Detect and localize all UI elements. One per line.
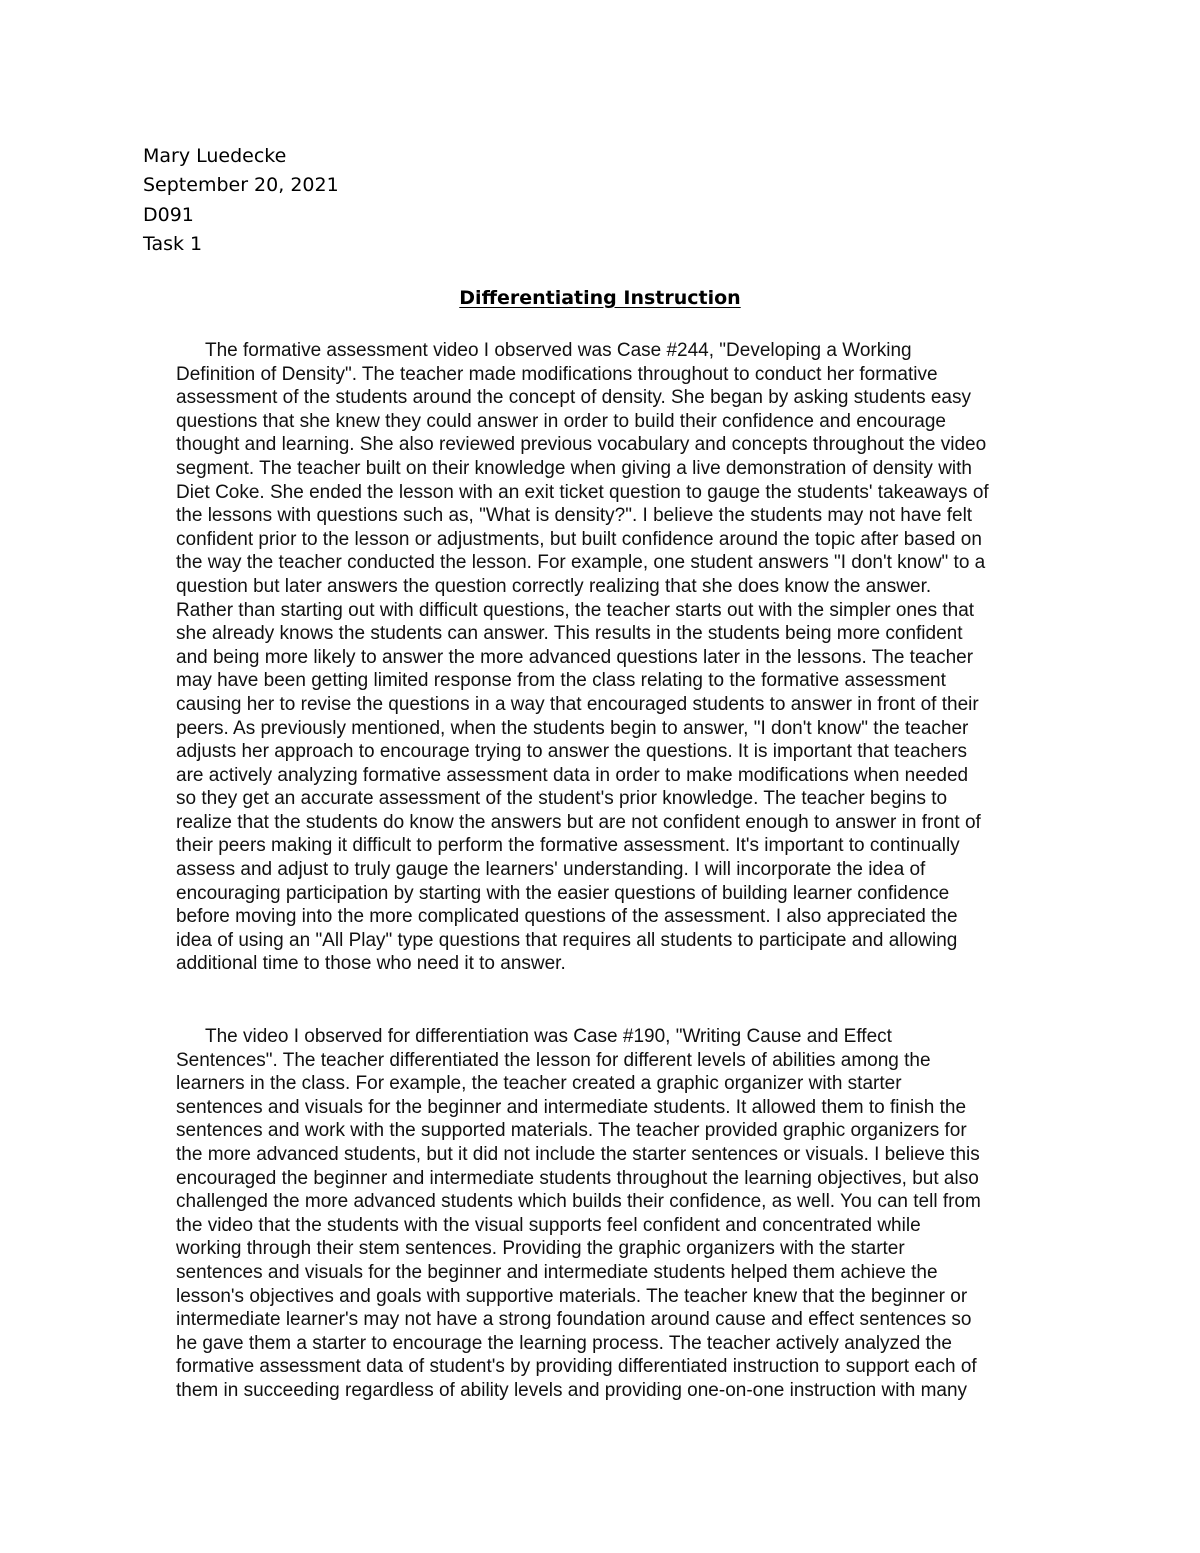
author-name: Mary Luedecke [143,145,287,167]
paragraph-differentiation [176,1025,981,1403]
paragraph-line: and being more likely to answer the more advanced questions later in the lessons. The teacher [176,646,974,668]
paragraph-line: Rather than starting out with difficult questions, the teacher starts out with the simpler ones that [176,599,975,621]
paragraph-line: confident prior to the lesson or adjustments, but built confidence around the topic after based on [176,528,982,550]
paragraph-line: sentences and work with the supported materials. The teacher provided graphic organizers for [176,1120,967,1142]
paragraph-line: working through their stem sentences. Providing the graphic organizers with the starter [176,1238,905,1260]
paragraph-line: assessment of the students around the concept of density. She began by asking students easy [176,387,971,409]
document-date: September 20, 2021 [143,174,339,197]
paragraph-line: their peers making it difficult to perform the formative assessment. It's important to continually [176,835,960,857]
paragraph-line: the way the teacher conducted the lesson. For example, one student answers "I don't know" to a [176,552,986,574]
paragraph-line: causing her to revise the questions in a way that encouraged students to answer in front of their [176,693,979,715]
paragraph-line: encouraged the beginner and intermediate students throughout the learning objectives, but also [176,1167,979,1189]
paragraph-line: sentences and visuals for the beginner and intermediate students. It allowed them to finish the [176,1096,967,1118]
paragraph-line: are actively analyzing formative assessment data in order to make modifications when needed [176,764,969,786]
paragraph-line: peers. As previously mentioned, when the students begin to answer, "I don't know" the teacher [176,717,969,739]
paragraph-line: The formative assessment video I observed was Case #244, "Developing a Working [205,340,912,361]
paragraph-line: question but later answers the question correctly realizing that she does know the answer. [176,575,932,597]
paragraph-line: may have been getting limited response from the class relating to the formative assessment [176,670,946,692]
course-code: D091 [143,203,194,226]
paragraph-line: idea of using an "All Play" type questions that requires all students to participate and allowing [176,929,958,951]
paragraph-line: before moving into the more complicated questions of the assessment. I also appreciated the [176,906,958,928]
paragraph-line: realize that the students do know the answers but are not confident enough to answer in front of [176,811,981,833]
paragraph-line: encouraging participation by starting with the easier questions of building learner confidence [176,882,950,904]
paragraph-line: challenged the more advanced students which builds their confidence, as well. You can tell from [176,1191,981,1213]
paragraph-line: segment. The teacher built on their knowledge when giving a live demonstration of density with [176,457,972,479]
paragraph-line: intermediate learner's may not have a strong foundation around cause and effect sentences so [176,1309,972,1331]
paragraph-line: learners in the class. For example, the teacher created a graphic organizer with starter [176,1073,902,1095]
paragraph-line: additional time to those who need it to answer. [176,953,566,975]
paragraph-line: adjusts her approach to encourage trying to answer the questions. It is important that teachers [176,741,968,763]
paragraph-line: questions that she knew they could answer in order to build their confidence and encourage [176,410,946,432]
paragraph-line: assess and adjust to truly gauge the learners' understanding. I will incorporate the idea of [176,859,926,881]
paragraph-line: sentences and visuals for the beginner and intermediate students helped them achieve the [176,1261,938,1283]
paragraph-line: the video that the students with the visual supports feel confident and concentrated while [176,1214,921,1236]
document-header [143,142,339,259]
paragraph-line: The video I observed for differentiation was Case #190, "Writing Cause and Effect [205,1026,892,1047]
paragraph-line: them in succeeding regardless of ability levels and providing one-on-one instruction with many [176,1379,968,1401]
task-label: Task 1 [143,232,203,255]
paragraph-line: formative assessment data of student's by providing differentiated instruction to support each of [176,1356,977,1378]
document-title: Differentiating Instruction [459,287,741,309]
paragraph-line: the more advanced students, but it did not include the starter sentences or visuals. I believe this [176,1143,980,1165]
paragraph-formative-assessment [176,339,989,976]
paragraph-line: he gave them a starter to encourage the learning process. The teacher actively analyzed the [176,1332,952,1354]
paragraph-line: Sentences". The teacher differentiated the lesson for different levels of abilities among the [176,1049,931,1071]
paragraph-line: she already knows the students can answer. This results in the students being more confident [176,623,963,645]
paragraph-line: lesson's objectives and goals with supportive materials. The teacher knew that the beginner or [176,1285,968,1307]
paragraph-line: so they get an accurate assessment of the student's prior knowledge. The teacher begins to [176,788,948,810]
paragraph-line: Diet Coke. She ended the lesson with an exit ticket question to gauge the students' takeaways of [176,481,989,503]
paragraph-line: thought and learning. She also reviewed previous vocabulary and concepts throughout the video [176,434,987,456]
paragraph-line: the lessons with questions such as, "What is density?". I believe the students may not have felt [176,505,973,527]
paragraph-line: Definition of Density". The teacher made modifications throughout to conduct her formative [176,363,938,385]
